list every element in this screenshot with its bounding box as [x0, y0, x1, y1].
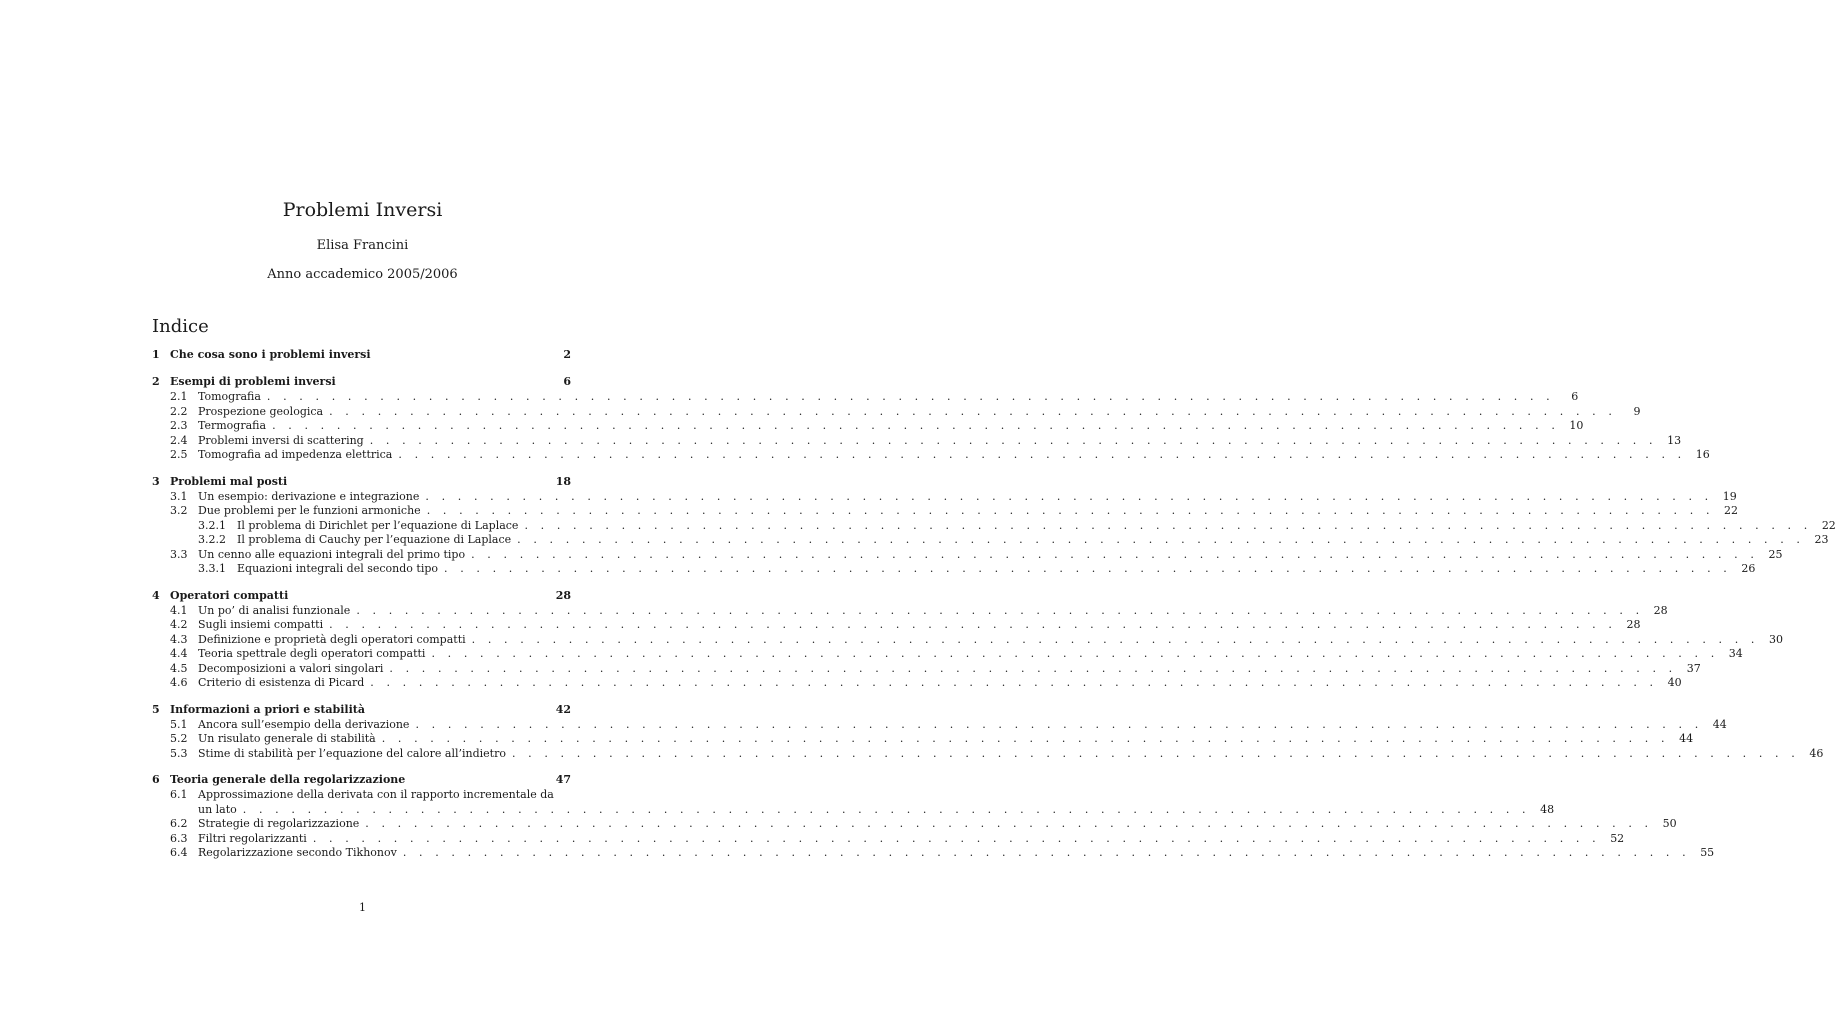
toc-section[interactable]: [152, 831, 1625, 847]
chapter-number: 4: [152, 588, 160, 602]
section-title: Il problema di Cauchy per l’equazione di Laplace: [237, 533, 512, 546]
chapter-number: 5: [152, 702, 160, 716]
section-title: Approssimazione della derivata con il rapporto incrementale da: [198, 788, 554, 801]
section-title: Equazioni integrali del secondo tipo: [237, 562, 439, 575]
dot-leader: . . . . . . . . . . . . . . . . . . . . . . . . . . . . . . . . . . . . . . . . . . . . . . . . . . . . . . . . . . . . . . . . . . . . . . . . . . . . . . . .: [381, 732, 1670, 745]
section-title: Un po’ di analisi funzionale: [198, 603, 351, 617]
section-number: 3.1: [170, 489, 188, 503]
chapter-number: 6: [152, 773, 160, 786]
toc-chapter[interactable]: [152, 347, 571, 363]
section-page: 22: [1724, 504, 1739, 517]
section-number: 5.2: [170, 732, 188, 745]
section-page: 30: [1769, 632, 1783, 646]
section-number: 4.2: [170, 618, 188, 631]
section-number: 2.3: [170, 419, 188, 432]
section-title: Strategie di regolarizzazione: [198, 817, 360, 830]
chapter-page: 18: [555, 474, 571, 488]
dot-leader: . . . . . . . . . . . . . . . . . . . . . . . . . . . . . . . . . . . . . . . . . . . . . . . . . . . . . . . . . . . . . . . . . . . . . . . . . . . . . . . .: [415, 717, 1703, 731]
dot-leader: . . . . . . . . . . . . . . . . . . . . . . . . . . . . . . . . . . . . . . . . . . . . . . . . . . . . . . . . . . . . . . . . . . . . . . . . . . . . . . . .: [425, 489, 1713, 503]
section-title: Un risulato generale di stabilità: [198, 732, 376, 745]
toc-section[interactable]: [152, 717, 1727, 733]
toc-section[interactable]: [152, 562, 1756, 577]
dot-leader: . . . . . . . . . . . . . . . . . . . . . . . . . . . . . . . . . . . . . . . . . . . . . . . . . . . . . . . . . . . . . . . . . . . . . . . . . . . . . . . .: [398, 448, 1686, 461]
toc-chapter[interactable]: [152, 772, 571, 788]
dot-leader: . . . . . . . . . . . . . . . . . . . . . . . . . . . . . . . . . . . . . . . . . . . . . . . . . . . . . . . . . . . . . . . . . . . . . . . . . . . . . . . .: [329, 404, 1617, 418]
section-title: Tomografia: [198, 390, 261, 403]
toc-section[interactable]: [152, 489, 1737, 505]
table-of-contents: [152, 347, 1836, 861]
section-number: 3.3: [170, 547, 188, 561]
section-title: Teoria spettrale degli operatori compatti: [198, 647, 426, 660]
section-title: Un esempio: derivazione e integrazione: [198, 489, 420, 503]
section-page: 46: [1809, 746, 1824, 760]
section-number: 4.1: [170, 603, 188, 617]
toc-section[interactable]: [152, 419, 1584, 434]
chapter-page: 6: [563, 375, 571, 388]
toc-section[interactable]: [152, 846, 1715, 861]
chapter-number: 2: [152, 375, 160, 388]
section-page: 28: [1653, 603, 1668, 617]
section-page: 16: [1695, 448, 1710, 461]
section-title: Il problema di Dirichlet per l’equazione di Laplace: [237, 518, 519, 532]
section-title: Sugli insiemi compatti: [198, 618, 324, 631]
chapter-page: 47: [555, 773, 571, 786]
toc-section[interactable]: [152, 533, 1829, 548]
section-title: Stime di stabilità per l’equazione del calore all’indietro: [198, 746, 506, 760]
toc-chapter[interactable]: [152, 374, 571, 390]
section-page: 52: [1610, 831, 1625, 845]
section-title: Regolarizzazione secondo Tikhonov: [198, 846, 397, 859]
section-page: 48: [1540, 802, 1555, 816]
dot-leader: . . . . . . . . . . . . . . . . . . . . . . . . . . . . . . . . . . . . . . . . . . . . . . . . . . . . . . . . . . . . . . . . . . . . . . . . . . . . . . . .: [365, 817, 1653, 830]
section-page: 10: [1569, 419, 1584, 432]
section-number: 5.1: [170, 717, 188, 731]
dot-leader: . . . . . . . . . . . . . . . . . . . . . . . . . . . . . . . . . . . . . . . . . . . . . . . . . . . . . . . . . . . . . . . . . . . . . . . . . . . . . . . .: [389, 661, 1677, 675]
toc-section[interactable]: [152, 603, 1668, 619]
chapter-page: 2: [563, 348, 571, 361]
section-title: Definizione e proprietà degli operatori compatti: [198, 632, 466, 646]
section-title: Due problemi per le funzioni armoniche: [198, 504, 421, 517]
section-number: 2.2: [170, 404, 188, 418]
chapter-number: 1: [152, 348, 160, 361]
dot-leader: . . . . . . . . . . . . . . . . . . . . . . . . . . . . . . . . . . . . . . . . . . . . . . . . . . . . . . . . . . . . . . . . . . . . . . . . . . . . . . . .: [426, 504, 1715, 517]
section-page: 50: [1662, 817, 1677, 830]
academic-year: Anno accademico 2005/2006: [267, 267, 458, 282]
section-page: 23: [1814, 533, 1829, 546]
section-page: 37: [1686, 661, 1701, 675]
section-page: 26: [1741, 562, 1756, 575]
section-page: 44: [1712, 717, 1727, 731]
section-page: 28: [1626, 618, 1641, 631]
section-number: 3.2: [170, 504, 188, 517]
section-title: Un cenno alle equazioni integrali del primo tipo: [198, 547, 466, 561]
toc-chapter[interactable]: [152, 588, 571, 604]
section-number: 6.4: [170, 846, 188, 859]
toc-section[interactable]: [152, 788, 571, 803]
dot-leader: . . . . . . . . . . . . . . . . . . . . . . . . . . . . . . . . . . . . . . . . . . . . . . . . . . . . . . . . . . . . . . . . . . . . . . . . . . . . . . . .: [471, 632, 1759, 646]
toc-section-continued[interactable]: [152, 802, 1555, 818]
chapter-title: Informazioni a priori e stabilità: [170, 702, 365, 716]
toc-heading: Indice: [152, 316, 209, 337]
toc-section[interactable]: [152, 647, 1743, 662]
section-page: 19: [1722, 489, 1737, 503]
section-page: 44: [1679, 732, 1694, 745]
chapter-page: 42: [555, 702, 571, 716]
document-title: Problemi Inversi: [282, 199, 443, 221]
chapter-page: 28: [555, 588, 571, 602]
section-number: 2.4: [170, 433, 188, 447]
dot-leader: . . . . . . . . . . . . . . . . . . . . . . . . . . . . . . . . . . . . . . . . . . . . . . . . . . . . . . . . . . . . . . . . . . . . . . . . . . . . . . . .: [524, 518, 1812, 532]
section-page: 13: [1667, 433, 1682, 447]
toc-section[interactable]: [152, 817, 1677, 832]
dot-leader: . . . . . . . . . . . . . . . . . . . . . . . . . . . . . . . . . . . . . . . . . . . . . . . . . . . . . . . . . . . . . . . . . . . . . . . . . . . . . . . .: [402, 846, 1691, 859]
section-title: Problemi inversi di scattering: [198, 433, 364, 447]
section-title: Filtri regolarizzanti: [198, 831, 307, 845]
section-title: Tomografia ad impedenza elettrica: [198, 448, 393, 461]
dot-leader: . . . . . . . . . . . . . . . . . . . . . . . . . . . . . . . . . . . . . . . . . . . . . . . . . . . . . . . . . . . . . . . . . . . . . . . . . . . . . . . .: [431, 647, 1719, 660]
section-number: 2.5: [170, 448, 188, 461]
section-number: 2.1: [170, 390, 188, 403]
section-page: 40: [1667, 676, 1682, 689]
section-page: 34: [1728, 647, 1743, 660]
section-number: 3.2.2: [198, 533, 226, 546]
page-number: 1: [359, 901, 366, 914]
dot-leader: . . . . . . . . . . . . . . . . . . . . . . . . . . . . . . . . . . . . . . . . . . . . . . . . . . . . . . . . . . . . . . . . . . . . . . . . . . . . . . . .: [471, 547, 1759, 561]
toc-chapter[interactable]: [152, 474, 571, 490]
section-number: 6.1: [170, 788, 188, 801]
section-title: Criterio di esistenza di Picard: [198, 676, 365, 689]
toc-section[interactable]: [152, 732, 1694, 747]
dot-leader: . . . . . . . . . . . . . . . . . . . . . . . . . . . . . . . . . . . . . . . . . . . . . . . . . . . . . . . . . . . . . . . . . . . . . . . . . . . . . . . .: [329, 618, 1617, 631]
section-page: 25: [1768, 547, 1783, 561]
chapter-title: Problemi mal posti: [170, 474, 288, 488]
dot-leader: . . . . . . . . . . . . . . . . . . . . . . . . . . . . . . . . . . . . . . . . . . . . . . . . . . . . . . . . . . . . . . . . . . . . . . . . . . . . . . . .: [272, 419, 1560, 432]
toc-section[interactable]: [152, 404, 1641, 420]
chapter-number: 3: [152, 474, 160, 488]
section-title: Ancora sull’esempio della derivazione: [198, 717, 410, 731]
section-number: 3.2.1: [198, 518, 226, 532]
dot-leader: . . . . . . . . . . . . . . . . . . . . . . . . . . . . . . . . . . . . . . . . . . . . . . . . . . . . . . . . . . . . . . . . . . . . . . . . . . . . . . . .: [356, 603, 1644, 617]
section-number: 3.3.1: [198, 562, 226, 575]
chapter-title: Teoria generale della regolarizzazione: [170, 773, 406, 786]
toc-section[interactable]: [152, 746, 1824, 762]
toc-section[interactable]: [152, 632, 1783, 648]
section-title: Decomposizioni a valori singolari: [198, 661, 384, 675]
section-title: Termografia: [198, 419, 267, 432]
toc-chapter[interactable]: [152, 702, 571, 718]
section-number: 4.3: [170, 632, 188, 646]
section-title-continued: un lato: [198, 802, 237, 816]
dot-leader: . . . . . . . . . . . . . . . . . . . . . . . . . . . . . . . . . . . . . . . . . . . . . . . . . . . . . . . . . . . . . . . . . . . . . . . . . . . . . . . .: [370, 676, 1658, 689]
dot-leader: . . . . . . . . . . . . . . . . . . . . . . . . . . . . . . . . . . . . . . . . . . . . . . . . . . . . . . . . . . . . . . . . . . . . . . . . . . . . . . . .: [369, 433, 1658, 447]
section-number: 4.4: [170, 647, 188, 660]
toc-section[interactable]: [152, 618, 1641, 633]
dot-leader: . . . . . . . . . . . . . . . . . . . . . . . . . . . . . . . . . . . . . . . . . . . . . . . . . . . . . . . . . . . . . . . . . . . . . . . . . . . . . . . .: [266, 390, 1555, 403]
chapter-title: Operatori compatti: [170, 588, 289, 602]
dot-leader: . . . . . . . . . . . . . . . . . . . . . . . . . . . . . . . . . . . . . . . . . . . . . . . . . . . . . . . . . . . . . . . . . . . . . . . . . . . . . . . .: [517, 533, 1805, 546]
dot-leader: . . . . . . . . . . . . . . . . . . . . . . . . . . . . . . . . . . . . . . . . . . . . . . . . . . . . . . . . . . . . . . . . . . . . . . . . . . . . . . . .: [444, 562, 1732, 575]
dot-leader: . . . . . . . . . . . . . . . . . . . . . . . . . . . . . . . . . . . . . . . . . . . . . . . . . . . . . . . . . . . . . . . . . . . . . . . . . . . . . . . .: [242, 802, 1531, 816]
section-number: 5.3: [170, 746, 188, 760]
toc-section[interactable]: [152, 676, 1682, 691]
dot-leader: . . . . . . . . . . . . . . . . . . . . . . . . . . . . . . . . . . . . . . . . . . . . . . . . . . . . . . . . . . . . . . . . . . . . . . . . . . . . . . . .: [312, 831, 1601, 845]
toc-section[interactable]: [152, 433, 1682, 449]
section-page: 6: [1571, 390, 1579, 403]
section-number: 4.5: [170, 661, 188, 675]
section-number: 4.6: [170, 676, 188, 689]
toc-section[interactable]: [152, 390, 1579, 405]
section-page: 55: [1700, 846, 1715, 859]
section-title: Prospezione geologica: [198, 404, 324, 418]
chapter-title: Esempi di problemi inversi: [170, 375, 336, 388]
toc-section[interactable]: [152, 448, 1710, 463]
dot-leader: . . . . . . . . . . . . . . . . . . . . . . . . . . . . . . . . . . . . . . . . . . . . . . . . . . . . . . . . . . . . . . . . . . . . . . . . . . . . . . . .: [511, 746, 1800, 760]
toc-section[interactable]: [152, 518, 1836, 534]
section-number: 6.3: [170, 831, 188, 845]
chapter-title: Che cosa sono i problemi inversi: [170, 348, 371, 361]
toc-section[interactable]: [152, 661, 1701, 677]
toc-section[interactable]: [152, 504, 1739, 519]
section-page: 22: [1821, 518, 1836, 532]
toc-section[interactable]: [152, 547, 1783, 563]
section-number: 6.2: [170, 817, 188, 830]
section-page: 9: [1633, 404, 1641, 418]
document-author: Elisa Francini: [316, 238, 409, 253]
